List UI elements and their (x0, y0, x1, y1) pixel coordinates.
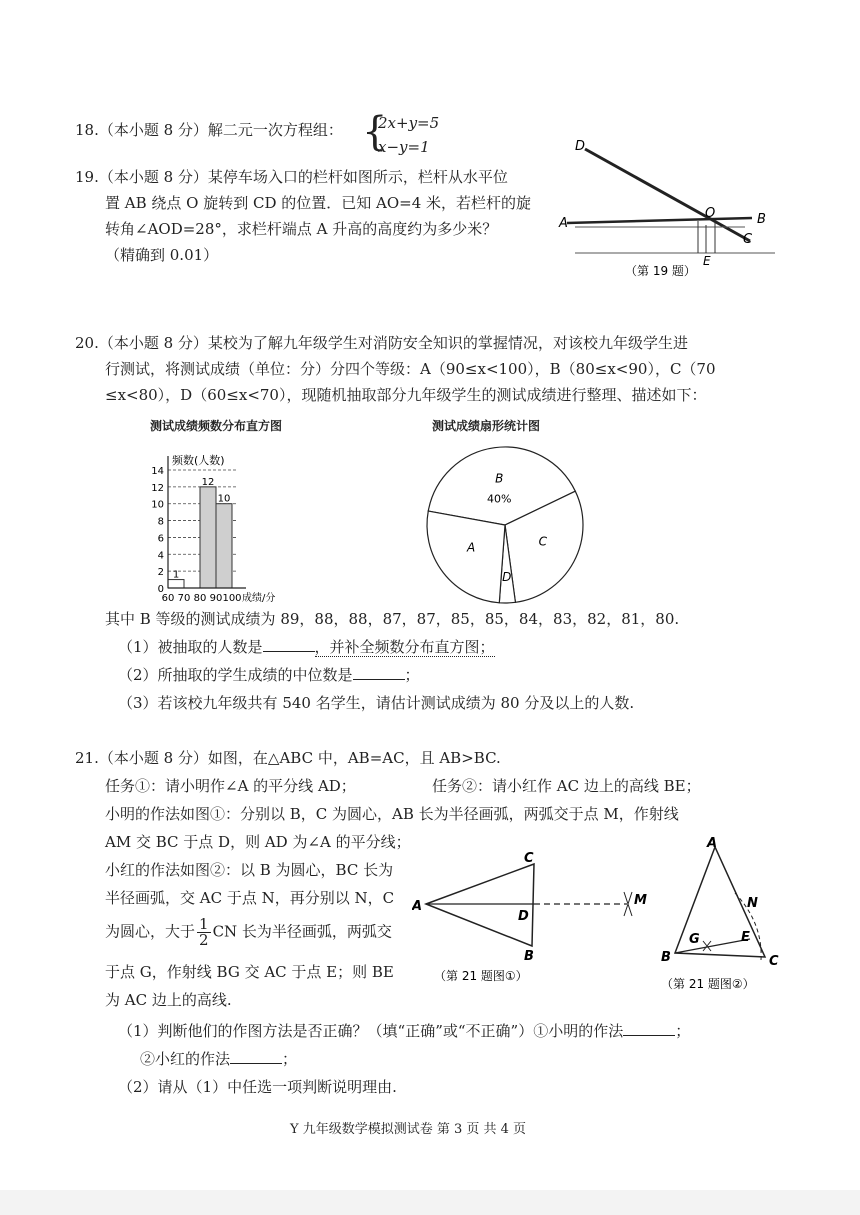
fig2-label-a: A (707, 836, 718, 851)
q20-line-2: 行测试，将测试成绩（单位：分）分四个等级：A（90≤x<100），B（80≤x<90），C（70 (105, 360, 716, 378)
q21-line-9: 为 AC 边上的高线. (105, 991, 232, 1009)
q20-sub1 (118, 637, 495, 657)
q18-equation-1: 2x+y=5 (378, 114, 440, 132)
q21-line-3: 小明的作法如图①：分别以 B，C 为圆心，AB 长为半径画弧，两弧交于点 M，作射线 (105, 805, 679, 823)
hist-y-label: 频数(人数) (172, 454, 225, 467)
q19-line-2: 置 AB 绕点 O 旋转到 CD 的位置．已知 AO=4 米，若栏杆的旋 (105, 194, 532, 212)
answer-blank-median[interactable] (353, 665, 405, 680)
q19-figure (555, 135, 795, 280)
q20-line-1: 20.（本小题 8 分）某校为了解九年级学生对消防安全知识的掌握情况，对该校九年级学生进 (75, 334, 688, 352)
fig2-label-n: N (747, 896, 758, 911)
q21-task-2: 任务②：请小红作 AC 边上的高线 BE； (432, 777, 701, 795)
q21-line-1: 21.（本小题 8 分）如图，在△ABC 中，AB=AC，且 AB>BC. (75, 749, 501, 767)
hist-y-tick: 12 (151, 482, 164, 494)
hist-x-tick: 80 (193, 593, 207, 604)
page-footer: Y 九年级数学模拟测试卷 第 3 页 共 4 页 (290, 1122, 527, 1137)
q20-sub2-prefix: （2）所抽取的学生成绩的中位数是 (118, 666, 353, 684)
q18-prefix: 18.（本小题 8 分）解二元一次方程组： (75, 121, 343, 139)
q20-sub1-suffix: ，并补全频数分布直方图； (314, 638, 495, 656)
hist-y-tick: 8 (157, 516, 164, 528)
hist-bar-label: 12 (201, 476, 215, 488)
q21-task-1: 任务①：请小明作∠A 的平分线 AD； (105, 777, 356, 795)
hist-y-tick: 10 (151, 499, 164, 511)
q21-sub2: （2）请从（1）中任选一项判断说明理由. (118, 1078, 397, 1096)
answer-blank-count[interactable] (263, 637, 315, 652)
pie-percent-b: 40% (487, 492, 512, 506)
q21-line-5: 小红的作法如图②：以 B 为圆心，BC 长为 (105, 861, 394, 879)
hist-bar (200, 487, 216, 588)
hist-x-tick: 70 (177, 593, 191, 604)
bar-ab (567, 218, 752, 223)
label-d: D (575, 139, 586, 154)
q21-line-7-suffix: CN 长为半径画弧，两弧交 (212, 922, 392, 941)
triangle-abc-1 (426, 864, 534, 946)
scan-bottom-band (0, 1190, 860, 1215)
q20-line-3: ≤x<80），D（60≤x<70），现随机抽取部分九年级学生的测试成绩进行整理、描述如下： (105, 386, 707, 404)
fig1-label-a: A (412, 899, 423, 914)
q21-sub1-prefix: （1）判断他们的作图方法是否正确？（填“正确”或“不正确”）①小明的作法 (118, 1022, 624, 1040)
pie-label-a: A (466, 540, 476, 555)
label-o: O (705, 206, 716, 221)
fig2-label-b: B (661, 950, 671, 965)
q21-sub1 (118, 1021, 690, 1041)
hist-y-tick: 2 (157, 567, 164, 579)
q19-line-3: 转角∠AOD=28°，求栏杆端点 A 升高的高度约为多少米？ (105, 220, 498, 238)
hist-x-tick: 60 (161, 593, 175, 604)
hist-bar (168, 580, 184, 588)
system-brace: { (362, 109, 388, 155)
q18-equation-2: x−y=1 (378, 138, 430, 156)
hist-x-tick: 100 (222, 593, 242, 604)
hist-bar-label: 10 (217, 493, 231, 505)
fig2-label-c: C (769, 954, 779, 969)
hist-bar-label: 1 (172, 569, 180, 581)
label-a: A (559, 216, 568, 231)
fig1-label-m: M (634, 893, 647, 908)
q19-line-1: 19.（本小题 8 分）某停车场入口的栏杆如图所示，栏杆从水平位 (75, 168, 508, 186)
hist-bar (216, 504, 232, 588)
q20-sub1-prefix: （1）被抽取的人数是 (118, 638, 263, 656)
q19-line-4: （精确到 0.01） (105, 246, 219, 264)
q21-sub1-second (140, 1049, 297, 1069)
fraction-numerator: 1 (199, 915, 209, 933)
fig2-label-g: G (689, 932, 700, 947)
fig1-label-b: B (524, 949, 534, 964)
hist-y-tick: 14 (151, 466, 164, 477)
q21-line-7-prefix: 为圆心，大于 (105, 922, 196, 941)
answer-blank-xiaoming[interactable] (623, 1021, 675, 1036)
q20-sub3: （3）若该校九年级共有 540 名学生，请估计测试成绩为 80 分及以上的人数. (118, 694, 635, 712)
pie-label-c: C (538, 534, 547, 549)
q21-sub1-d: ； (282, 1050, 298, 1068)
hist-y-tick: 0 (157, 584, 164, 595)
pie-label-b: B (495, 471, 504, 486)
q21-sub1-c: ②小红的作法 (140, 1050, 231, 1068)
label-c: C (743, 232, 753, 247)
q21-line-7 (105, 917, 392, 948)
q20-b-scores: 其中 B 等级的测试成绩为 89，88，88，87，87，85，85，84，83，82，81，80. (105, 610, 680, 628)
q20-sub2 (118, 665, 420, 685)
fig1-label-c: C (524, 851, 534, 866)
pie-slice-a (427, 511, 505, 603)
fig1-caption: （第 21 题图①） (434, 969, 528, 983)
hist-y-tick: 6 (157, 533, 164, 545)
hist-x-label: 成绩/分 (242, 593, 276, 604)
q20-sub2-suffix: ； (404, 666, 420, 684)
q21-line-6: 半径画弧，交 AC 于点 N，再分别以 N，C (105, 889, 395, 907)
q21-figure-2 (655, 835, 790, 995)
q19-caption: （第 19 题） (625, 264, 696, 278)
altitude-be (675, 939, 750, 953)
q21-line-4: AM 交 BC 于点 D，则 AD 为∠A 的平分线； (105, 833, 411, 851)
histogram-chart (140, 448, 340, 606)
fig2-label-e: E (741, 930, 750, 945)
fraction-one-half (197, 917, 211, 948)
label-b: B (757, 212, 766, 227)
pie-title: 测试成绩扇形统计图 (432, 419, 541, 433)
histogram-title: 测试成绩频数分布直方图 (150, 419, 283, 433)
label-e: E (703, 254, 711, 268)
fraction-denominator: 2 (199, 931, 209, 949)
pie-label-d: D (502, 570, 512, 585)
pie-chart (420, 440, 590, 610)
q21-sub1-sep: ； (675, 1022, 691, 1040)
fig1-label-d: D (518, 909, 529, 924)
fig2-caption: （第 21 题图②） (661, 977, 755, 991)
q21-figure-1 (412, 848, 662, 988)
hist-x-tick: 90 (209, 593, 223, 604)
hist-y-tick: 4 (157, 550, 164, 562)
answer-blank-xiaohong[interactable] (230, 1049, 282, 1064)
q21-line-8: 于点 G，作射线 BG 交 AC 于点 E；则 BE (105, 963, 394, 981)
